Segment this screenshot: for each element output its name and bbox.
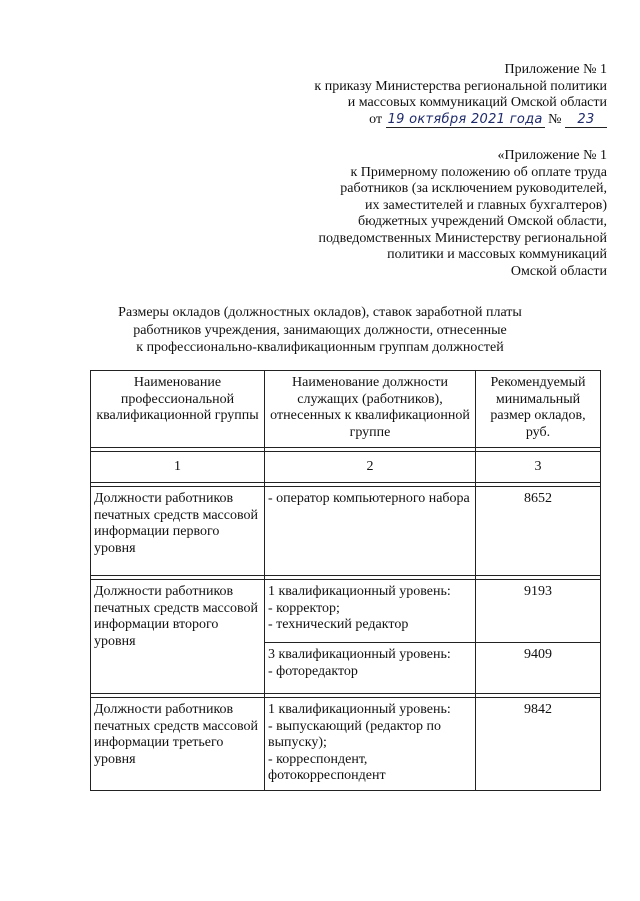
salary-cell: 9842	[476, 698, 601, 791]
title-line: Размеры окладов (должностных окладов), ставок заработной платы	[118, 305, 522, 320]
salary-cell: 9193	[476, 580, 601, 643]
salary-cell: 8652	[476, 487, 601, 576]
order-date-line	[314, 112, 607, 129]
positions-cell: 3 квалификационный уровень: - фоторедактор	[265, 643, 476, 694]
regulation-annex-line: работников (за исключением руководителей,	[340, 181, 607, 196]
regulation-annex-line: «Приложение № 1	[497, 148, 607, 163]
order-reference-line-1: к приказу Министерства региональной политики	[314, 78, 607, 94]
table-header-row	[91, 371, 601, 448]
salary-cell: 9409	[476, 643, 601, 694]
regulation-annex-line: политики и массовых коммуникаций	[387, 247, 607, 262]
annex-title: Приложение № 1	[504, 62, 607, 77]
annex-header	[314, 62, 607, 128]
regulation-annex-line: бюджетных учреждений Омской области,	[357, 214, 607, 229]
order-reference-line-2: и массовых коммуникаций Омской области	[347, 95, 607, 110]
header-group-name: Наименование профессиональной квалификационной группы	[91, 371, 265, 448]
table-body	[91, 487, 601, 791]
column-number: 3	[476, 452, 601, 483]
header-salary: Рекомендуемый минимальный размер окладов, руб.	[476, 371, 601, 448]
regulation-annex-line: к Примерному положению об оплате труда	[350, 164, 607, 180]
column-number: 1	[91, 452, 265, 483]
title-line: работников учреждения, занимающих должности, отнесенные	[133, 322, 507, 338]
group-name-cell: Должности работников печатных средств массовой информации третьего уровня	[91, 698, 265, 791]
column-number: 2	[265, 452, 476, 483]
number-label: №	[548, 111, 562, 127]
document-title	[40, 304, 600, 357]
header-positions: Наименование должности служащих (работников), отнесенных к квалификационной группе	[265, 371, 476, 448]
table-row	[91, 580, 601, 643]
handwritten-number: 23	[565, 113, 607, 128]
from-label: от	[369, 111, 383, 127]
positions-cell: - оператор компьютерного набора	[265, 487, 476, 576]
title-line: к профессионально-квалификационным группам должностей	[136, 340, 504, 355]
group-name-cell: Должности работников печатных средств массовой информации первого уровня	[91, 487, 265, 576]
group-name-cell: Должности работников печатных средств массовой информации второго уровня	[91, 580, 265, 694]
handwritten-date: 19 октября 2021 года	[387, 111, 543, 127]
regulation-annex-line: подведомственных Министерству региональной	[318, 230, 607, 246]
regulation-annex-line: их заместителей и главных бухгалтеров)	[365, 197, 607, 213]
column-number-row	[91, 452, 601, 483]
positions-cell: 1 квалификационный уровень: - корректор; - технический редактор	[265, 580, 476, 643]
table-row	[91, 487, 601, 576]
table-row	[91, 698, 601, 791]
salary-table	[90, 370, 601, 791]
positions-cell: 1 квалификационный уровень: - выпускающий (редактор по выпуску); - корреспондент, фотокорреспондент	[265, 698, 476, 791]
regulation-annex-line: Омской области	[510, 263, 607, 279]
regulation-annex-header	[318, 148, 607, 280]
